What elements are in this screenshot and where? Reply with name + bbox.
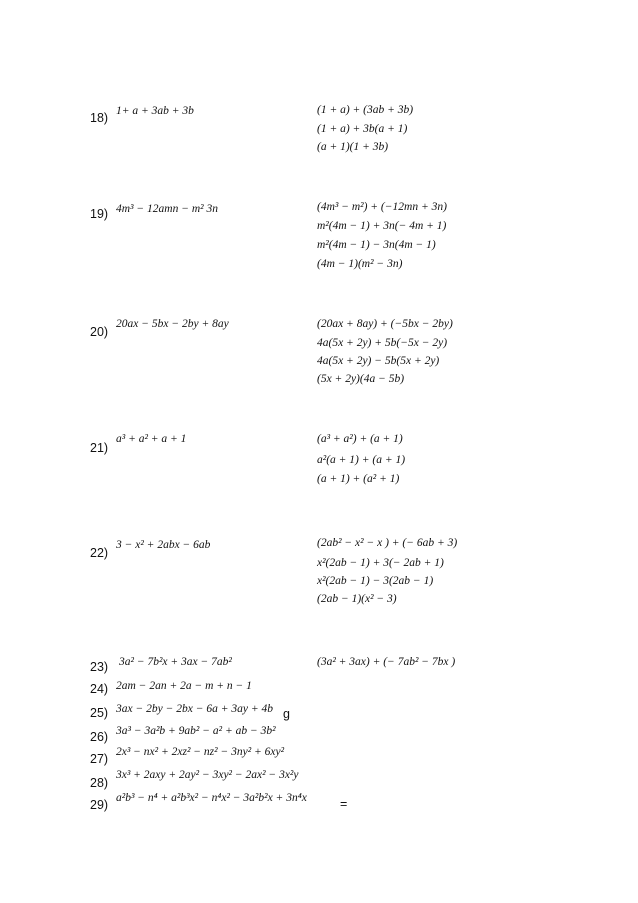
- exercise-28-number: 28): [90, 776, 109, 790]
- exercise-21-number: 21): [90, 441, 109, 455]
- exercise-20-step-1: (20ax + 8ay) + (−5bx − 2by): [317, 318, 453, 330]
- exercise-20-number: 20): [90, 325, 109, 339]
- exercise-24-expression: 2am − 2an + 2a − m + n − 1: [116, 680, 252, 692]
- exercise-19-step-1: (4m³ − m²) + (−12mn + 3n): [317, 201, 447, 213]
- exercise-18-number: 18): [90, 111, 109, 125]
- exercise-19-step-4: (4m − 1)(m² − 3n): [317, 258, 403, 270]
- exercise-20-expression: 20ax − 5bx − 2by + 8ay: [116, 318, 229, 330]
- exercise-28-expression: 3x³ + 2axy + 2ay² − 3xy² − 2ax² − 3x²y: [116, 769, 299, 781]
- exercise-18-step-1: (1 + a) + (3ab + 3b): [317, 104, 414, 116]
- exercise-27-expression: 2x³ − nx² + 2xz² − nz² − 3ny² + 6xy²: [116, 746, 285, 758]
- exercise-22-step-1: (2ab² − x² − x ) + (− 6ab + 3): [317, 537, 458, 549]
- exercise-21-expression: a³ + a² + a + 1: [116, 433, 187, 445]
- exercise-18-step-2: (1 + a) + 3b(a + 1): [317, 123, 408, 135]
- exercise-29-number: 29): [90, 798, 109, 812]
- exercise-19-step-3: m²(4m − 1) − 3n(4m − 1): [317, 239, 436, 251]
- exercise-21-step-2: a²(a + 1) + (a + 1): [317, 454, 406, 466]
- exercise-29-expression: a²b³ − n⁴ + a²b³x² − n⁴x² − 3a²b²x + 3n⁴x: [116, 792, 307, 804]
- exercise-19-number: 19): [90, 207, 109, 221]
- exercise-23-expression: 3a² − 7b²x + 3ax − 7ab²: [119, 656, 232, 668]
- exercise-18-expression: 1+ a + 3ab + 3b: [116, 105, 194, 117]
- exercise-26-number: 26): [90, 730, 109, 744]
- exercise-26-expression: 3a³ − 3a²b + 9ab² − a² + ab − 3b²: [116, 725, 276, 737]
- exercise-21-step-1: (a³ + a²) + (a + 1): [317, 433, 403, 445]
- exercise-19-expression: 4m³ − 12amn − m² 3n: [116, 203, 218, 215]
- exercise-22-number: 22): [90, 546, 109, 560]
- exercise-22-step-4: (2ab − 1)(x² − 3): [317, 593, 397, 605]
- exercise-25-number: 25): [90, 706, 109, 720]
- exercise-22-expression: 3 − x² + 2abx − 6ab: [116, 539, 211, 551]
- exercise-21-step-3: (a + 1) + (a² + 1): [317, 473, 400, 485]
- exercise-20-step-2: 4a(5x + 2y) + 5b(−5x − 2y): [317, 337, 448, 349]
- exercise-23-number: 23): [90, 660, 109, 674]
- exercise-25-expression: 3ax − 2by − 2bx − 6a + 3ay + 4b: [116, 703, 273, 715]
- exercise-20-step-4: (5x + 2y)(4a − 5b): [317, 373, 405, 385]
- exercise-22-step-3: x²(2ab − 1) − 3(2ab − 1): [317, 575, 434, 587]
- exercise-19-step-2: m²(4m − 1) + 3n(− 4m + 1): [317, 220, 447, 232]
- exercise-23-step-1: (3a² + 3ax) + (− 7ab² − 7bx ): [317, 656, 456, 668]
- stray-mark-g: g: [283, 707, 290, 721]
- exercise-18-step-3: (a + 1)(1 + 3b): [317, 141, 389, 153]
- stray-mark-equals: =: [340, 797, 348, 811]
- exercise-22-step-2: x²(2ab − 1) + 3(− 2ab + 1): [317, 557, 444, 569]
- exercise-24-number: 24): [90, 682, 109, 696]
- exercise-27-number: 27): [90, 752, 109, 766]
- exercise-20-step-3: 4a(5x + 2y) − 5b(5x + 2y): [317, 355, 440, 367]
